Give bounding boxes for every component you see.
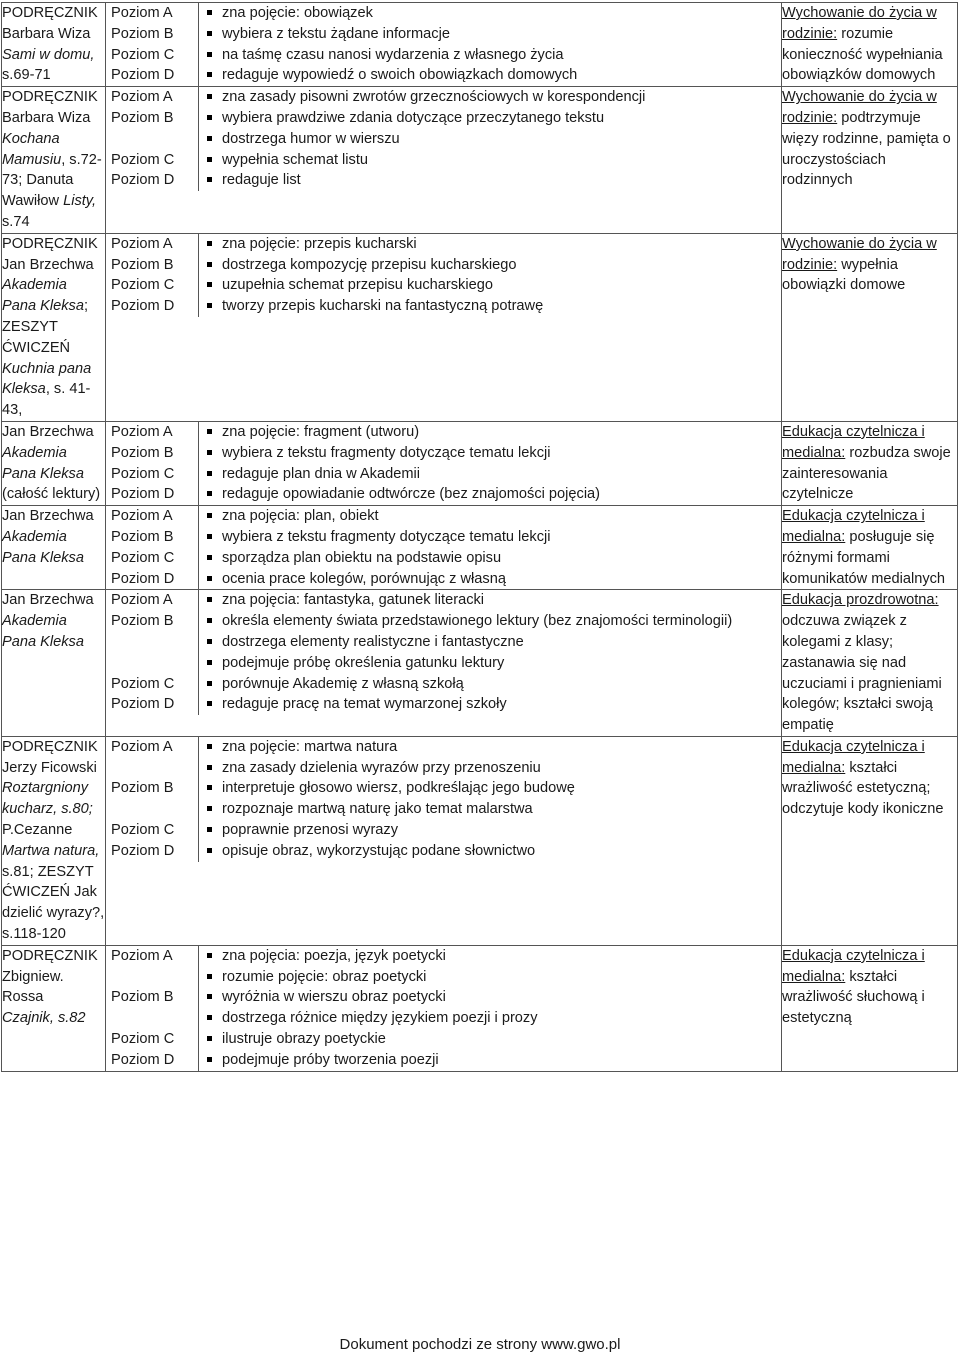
level-row	[106, 778, 781, 820]
bullet-icon	[207, 157, 212, 162]
level-row	[106, 737, 781, 779]
bullet-icon	[207, 765, 212, 770]
bullet-icon	[207, 576, 212, 581]
bullet-icon	[207, 303, 212, 308]
skill-item: ilustruje obrazy poetyckie	[207, 1029, 781, 1050]
skill-item: zna pojęcie: przepis kucharski	[207, 234, 781, 255]
level-label: Poziom A	[106, 234, 199, 255]
level-label: Poziom B	[106, 987, 199, 1029]
goal-cell	[782, 87, 958, 234]
bullet-icon	[207, 618, 212, 623]
source-line: PODRĘCZNIK	[2, 5, 98, 21]
level-row	[106, 150, 781, 171]
level-label: Poziom B	[106, 24, 199, 45]
bullet-icon	[207, 52, 212, 57]
skill-item: porównuje Akademię z własną szkołą	[207, 674, 781, 695]
source-line: Jan Brzechwa	[2, 508, 94, 525]
bullet-icon	[207, 241, 212, 246]
table-row	[2, 421, 958, 505]
source-line: PODRĘCZNIK	[2, 947, 98, 964]
source-cell	[2, 233, 106, 421]
skill-item: dostrzega elementy realistyczne i fantastyczne	[207, 632, 781, 653]
bullet-icon	[207, 681, 212, 686]
table-row	[2, 3, 958, 87]
level-row	[106, 170, 781, 191]
bullet-icon	[207, 1057, 212, 1062]
skill-item: dostrzega humor w wierszu	[207, 129, 781, 150]
level-row	[106, 946, 781, 988]
levels-cell	[106, 87, 782, 234]
level-row	[106, 275, 781, 296]
table-row	[2, 736, 958, 945]
goal-text: rozumie konieczność wypełniania obowiązków domowych	[782, 25, 943, 84]
level-row	[106, 611, 781, 673]
source-title: Akademia Pana Kleksa	[2, 277, 84, 315]
level-row	[106, 820, 781, 841]
levels-cell	[106, 233, 782, 421]
skill-item: rozpoznaje martwą naturę jako temat malarstwa	[207, 799, 781, 820]
bullet-icon	[207, 974, 212, 979]
skill-item: redaguje plan dnia w Akademii	[207, 464, 781, 485]
level-label: Poziom D	[106, 484, 199, 505]
skill-item: poprawnie przenosi wyrazy	[207, 820, 781, 841]
source-text: s.74	[2, 213, 30, 230]
bullet-icon	[207, 72, 212, 77]
goal-text: posługuje się różnymi formami komunikatów medialnych	[782, 528, 946, 587]
skill-item: tworzy przepis kucharski na fantastyczną potrawę	[207, 296, 781, 317]
level-label: Poziom B	[106, 778, 199, 820]
goal-text: odczuwa związek z kolegami z klasy; zastanawia się nad uczuciami i pragnieniami kolegów; kształci swoją empatię	[782, 613, 942, 734]
source-cell	[2, 506, 106, 590]
bullet-icon	[207, 31, 212, 36]
skill-item: zna pojęcia: plan, obiekt	[207, 506, 781, 527]
goal-text: kształci wrażliwość słuchową i estetyczną	[782, 968, 925, 1027]
levels-cell	[106, 506, 782, 590]
level-row	[106, 590, 781, 611]
skill-item: zna zasady dzielenia wyrazów przy przenoszeniu	[207, 758, 781, 779]
level-label: Poziom D	[106, 65, 199, 86]
level-label: Poziom C	[106, 275, 199, 296]
skill-item: redaguje wypowiedź o swoich obowiązkach domowych	[207, 65, 781, 86]
goal-area: Edukacja czytelnicza i medialna:	[782, 738, 925, 776]
levels-cell	[106, 3, 782, 87]
level-label: Poziom B	[106, 527, 199, 548]
bullet-icon	[207, 827, 212, 832]
level-label: Poziom D	[106, 296, 199, 317]
goal-cell	[782, 590, 958, 737]
source-cell	[2, 421, 106, 505]
source-line: Jan Brzechwa	[2, 592, 94, 609]
skill-item: rozumie pojęcie: obraz poetycki	[207, 967, 781, 988]
table-row	[2, 590, 958, 737]
source-line: Zbigniew. Rossa	[2, 968, 64, 1006]
level-row	[106, 422, 781, 443]
skill-item: sporządza plan obiektu na podstawie opisu	[207, 548, 781, 569]
level-row	[106, 841, 781, 862]
goal-area: Edukacja czytelnicza i medialna:	[782, 508, 925, 545]
skill-item: redaguje pracę na temat wymarzonej szkoły	[207, 694, 781, 715]
bullet-icon	[207, 806, 212, 811]
level-label: Poziom C	[106, 1029, 199, 1050]
page-footer: Dokument pochodzi ze strony www.gwo.pl	[339, 1336, 621, 1353]
table-row	[2, 87, 958, 234]
skill-item: zna pojęcie: obowiązek	[207, 3, 781, 24]
source-line: Barbara Wiza	[2, 109, 91, 126]
skill-item: zna zasady pisowni zwrotów grzecznościowych w korespondencji	[207, 87, 781, 108]
skill-item: wybiera z tekstu fragmenty dotyczące tematu lekcji	[207, 443, 781, 464]
bullet-icon	[207, 450, 212, 455]
source-text: (całość lektury)	[2, 486, 101, 503]
level-row	[106, 1050, 781, 1071]
source-line: Barbara Wiza	[2, 25, 91, 42]
level-row	[106, 87, 781, 108]
source-cell	[2, 3, 106, 87]
goal-cell	[782, 233, 958, 421]
bullet-icon	[207, 136, 212, 141]
level-label: Poziom A	[106, 946, 199, 988]
bullet-icon	[207, 953, 212, 958]
level-label: Poziom B	[106, 443, 199, 464]
bullet-icon	[207, 660, 212, 665]
level-label: Poziom A	[106, 590, 199, 611]
bullet-icon	[207, 701, 212, 706]
source-title: Roztargniony kucharz,	[2, 780, 88, 818]
goal-cell	[782, 421, 958, 505]
levels-cell	[106, 945, 782, 1071]
source-cell	[2, 590, 106, 737]
level-label: Poziom A	[106, 506, 199, 527]
level-label: Poziom A	[106, 87, 199, 108]
level-label: Poziom D	[106, 170, 199, 191]
bullet-icon	[207, 491, 212, 496]
skill-item: interpretuje głosowo wiersz, podkreślając jego budowę	[207, 778, 781, 799]
level-row	[106, 255, 781, 276]
goal-area: Wychowanie do życia w rodzinie:	[782, 89, 937, 126]
skill-item: określa elementy świata przedstawionego lektury (bez znajomości terminologii)	[207, 611, 781, 632]
level-row	[106, 45, 781, 66]
source-text: s.80;	[57, 801, 93, 818]
bullet-icon	[207, 471, 212, 476]
source-line: PODRĘCZNIK	[2, 89, 98, 106]
source-title: Kochana Mamusiu	[2, 130, 62, 168]
goal-text: rozbudza swoje zainteresowania czytelnicze	[782, 444, 951, 503]
skill-item: podejmuje próbę określenia gatunku lektury	[207, 653, 781, 674]
source-cell	[2, 736, 106, 945]
bullet-icon	[207, 994, 212, 999]
level-label: Poziom C	[106, 548, 199, 569]
level-label: Poziom B	[106, 255, 199, 276]
source-line: Jan Brzechwa	[2, 423, 94, 440]
skill-item: zna pojęcie: martwa natura	[207, 737, 781, 758]
level-label: Poziom A	[106, 3, 199, 24]
source-title: Akademia Pana Kleksa	[2, 613, 84, 650]
level-row	[106, 484, 781, 505]
source-title: Kuchnia pana Kleksa	[2, 360, 92, 398]
bullet-icon	[207, 177, 212, 182]
levels-cell	[106, 421, 782, 505]
level-row	[106, 65, 781, 86]
source-cell	[2, 945, 106, 1071]
level-row	[106, 987, 781, 1029]
goal-area: Wychowanie do życia w rodzinie:	[782, 235, 937, 273]
bullet-icon	[207, 10, 212, 15]
source-title: Listy,	[59, 193, 97, 210]
goal-cell	[782, 945, 958, 1071]
bullet-icon	[207, 1015, 212, 1020]
bullet-icon	[207, 1036, 212, 1041]
skill-item: wybiera prawdziwe zdania dotyczące przeczytanego tekstu	[207, 108, 781, 129]
source-line: PODRĘCZNIK	[2, 738, 98, 755]
source-title: Czajnik, s.82	[2, 1010, 86, 1027]
level-row	[106, 1029, 781, 1050]
level-row	[106, 569, 781, 590]
levels-cell	[106, 736, 782, 945]
level-label: Poziom C	[106, 820, 199, 841]
goal-text: podtrzymuje więzy rodzinne, pamięta o uroczystościach rodzinnych	[782, 109, 951, 189]
skill-item: wybiera z tekstu fragmenty dotyczące tematu lekcji	[207, 527, 781, 548]
level-row	[106, 234, 781, 255]
level-label: Poziom B	[106, 611, 199, 673]
source-line: Sami w domu,	[2, 46, 95, 63]
source-text: ; ZESZYT ĆWICZEŃ	[2, 298, 89, 356]
level-label: Poziom A	[106, 422, 199, 443]
level-label: Poziom C	[106, 674, 199, 695]
level-label: Poziom C	[106, 464, 199, 485]
bullet-icon	[207, 639, 212, 644]
level-label: Poziom D	[106, 694, 199, 715]
skill-item: ocenia prace kolegów, porównując z własną	[207, 569, 781, 590]
goal-cell	[782, 3, 958, 87]
skill-item: dostrzega kompozycję przepisu kucharskiego	[207, 255, 781, 276]
source-line: Jan Brzechwa	[2, 256, 94, 273]
skill-item: podejmuje próby tworzenia poezji	[207, 1050, 781, 1071]
level-label: Poziom D	[106, 1050, 199, 1071]
skill-item: wyróżnia w wierszu obraz poetycki	[207, 987, 781, 1008]
source-text: s.81; ZESZYT ĆWICZEŃ Jak dzielić wyrazy?, s.118-120	[2, 863, 105, 943]
level-row	[106, 548, 781, 569]
skill-item: wybiera z tekstu żądane informacje	[207, 24, 781, 45]
source-title: Akademia Pana Kleksa	[2, 444, 84, 482]
level-label: Poziom A	[106, 737, 199, 779]
goal-area: Edukacja prozdrowotna:	[782, 592, 939, 609]
table-row	[2, 506, 958, 590]
bullet-icon	[207, 282, 212, 287]
skill-item: dostrzega różnice między językiem poezji i prozy	[207, 1008, 781, 1029]
table-row	[2, 233, 958, 421]
skill-item: redaguje list	[207, 170, 781, 191]
bullet-icon	[207, 744, 212, 749]
bullet-icon	[207, 597, 212, 602]
skill-item: redaguje opowiadanie odtwórcze (bez znajomości pojęcia)	[207, 484, 781, 505]
level-row	[106, 108, 781, 150]
skill-item: zna pojęcia: fantastyka, gatunek literacki	[207, 590, 781, 611]
bullet-icon	[207, 262, 212, 267]
skill-item: zna pojęcia: poezja, język poetycki	[207, 946, 781, 967]
goal-text: wypełnia obowiązki domowe	[782, 256, 906, 294]
bullet-icon	[207, 785, 212, 790]
skill-item: opisuje obraz, wykorzystując podane słownictwo	[207, 841, 781, 862]
table-row	[2, 945, 958, 1071]
skill-item: uzupełnia schemat przepisu kucharskiego	[207, 275, 781, 296]
level-label: Poziom D	[106, 569, 199, 590]
bullet-icon	[207, 848, 212, 853]
level-row	[106, 506, 781, 527]
levels-cell	[106, 590, 782, 737]
bullet-icon	[207, 513, 212, 518]
goal-cell	[782, 506, 958, 590]
curriculum-table	[1, 2, 958, 1072]
bullet-icon	[207, 94, 212, 99]
source-text: P.Cezanne	[2, 822, 73, 839]
source-text: , s.72-73; Danuta Wawiłow	[2, 151, 102, 210]
bullet-icon	[207, 534, 212, 539]
source-title: Martwa natura,	[2, 842, 100, 859]
source-text: , s. 41-43,	[2, 381, 91, 419]
level-label: Poziom C	[106, 150, 199, 171]
goal-text: kształci wrażliwość estetyczną; odczytuje kody ikoniczne	[782, 759, 944, 818]
skill-item: wypełnia schemat listu	[207, 150, 781, 171]
source-line: PODRĘCZNIK	[2, 235, 98, 252]
source-line: s.69-71	[2, 67, 51, 84]
bullet-icon	[207, 115, 212, 120]
skill-item: na taśmę czasu nanosi wydarzenia z własnego życia	[207, 45, 781, 66]
level-row	[106, 694, 781, 715]
level-row	[106, 674, 781, 695]
level-row	[106, 24, 781, 45]
goal-area: Edukacja czytelnicza i medialna:	[782, 423, 925, 461]
level-label: Poziom B	[106, 108, 199, 150]
level-row	[106, 296, 781, 317]
source-cell	[2, 87, 106, 234]
goal-area: Edukacja czytelnicza i medialna:	[782, 947, 925, 985]
skill-item: zna pojęcie: fragment (utworu)	[207, 422, 781, 443]
level-label: Poziom D	[106, 841, 199, 862]
level-label: Poziom C	[106, 45, 199, 66]
level-row	[106, 443, 781, 464]
bullet-icon	[207, 429, 212, 434]
source-title: Akademia Pana Kleksa	[2, 528, 84, 566]
goal-cell	[782, 736, 958, 945]
level-row	[106, 464, 781, 485]
level-row	[106, 3, 781, 24]
source-line: Jerzy Ficowski	[2, 759, 97, 776]
bullet-icon	[207, 555, 212, 560]
goal-area: Wychowanie do życia w rodzinie:	[782, 5, 937, 42]
level-row	[106, 527, 781, 548]
